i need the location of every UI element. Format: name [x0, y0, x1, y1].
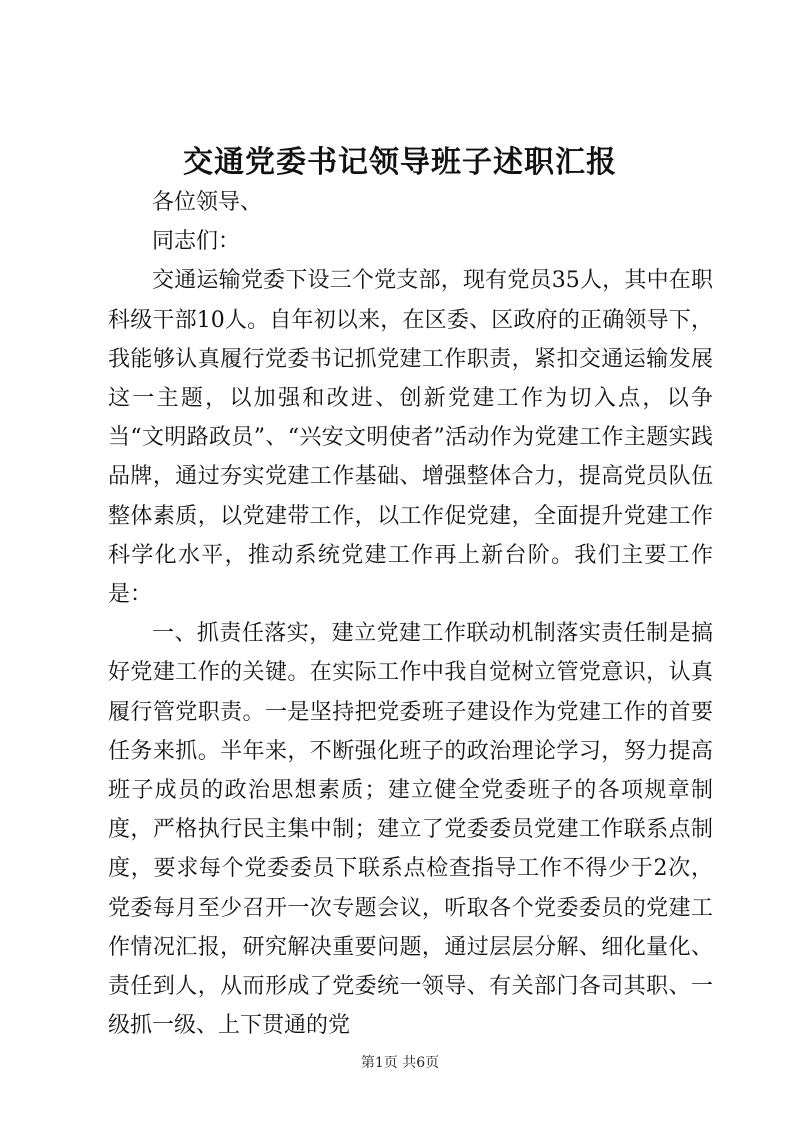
salutation-comrades: 同志们： — [152, 229, 241, 255]
document-body — [108, 183, 713, 1045]
salutation-leaders: 各位领导、 — [152, 190, 263, 215]
document-title: 交通党委书记领导班子述职汇报 — [183, 145, 617, 180]
page-footer: 第1页 共6页 — [360, 1055, 440, 1071]
paragraph-intro: 交通运输党委下设三个党支部，现有党员35人，其中在职科级干部10人。自年初以来，在区委、区政府的正确领导下，我能够认真履行党委书记抓党建工作职责，紧扣交通运输发展这一主题，以加强和改进、创新党建工作为切入点，以争当“文明路政员”、“兴安文明使者”活动作为党建工作主题实践品牌，通过夯实党建工作基础、增强整体合力，提高党员队伍整体素质，以党建带工作，以工作促党建，全面提升党建工作科学化水平，推动系统党建工作再上新台阶。我们主要工作是： — [108, 268, 713, 608]
paragraph-responsibility: 一、抓责任落实，建立党建工作联动机制落实责任制是搞好党建工作的关键。在实际工作中我自觉树立管党意识，认真履行管党职责。一是坚持把党委班子建设作为党建工作的首要任务来抓。半年来，不断强化班子的政治理论学习，努力提高班子成员的政治思想素质；建立健全党委班子的各项规章制度，严格执行民主集中制；建立了党委委员党建工作联系点制度，要求每个党委委员下联系点检查指导工作不得少于2次，党委每月至少召开一次专题会议，听取各个党委委员的党建工作情况汇报，研究解决重要问题，通过层层分解、细化量化、责任到人，从而形成了党委统一领导、有关部门各司其职、一级抓一级、上下贯通的党 — [108, 621, 713, 1039]
